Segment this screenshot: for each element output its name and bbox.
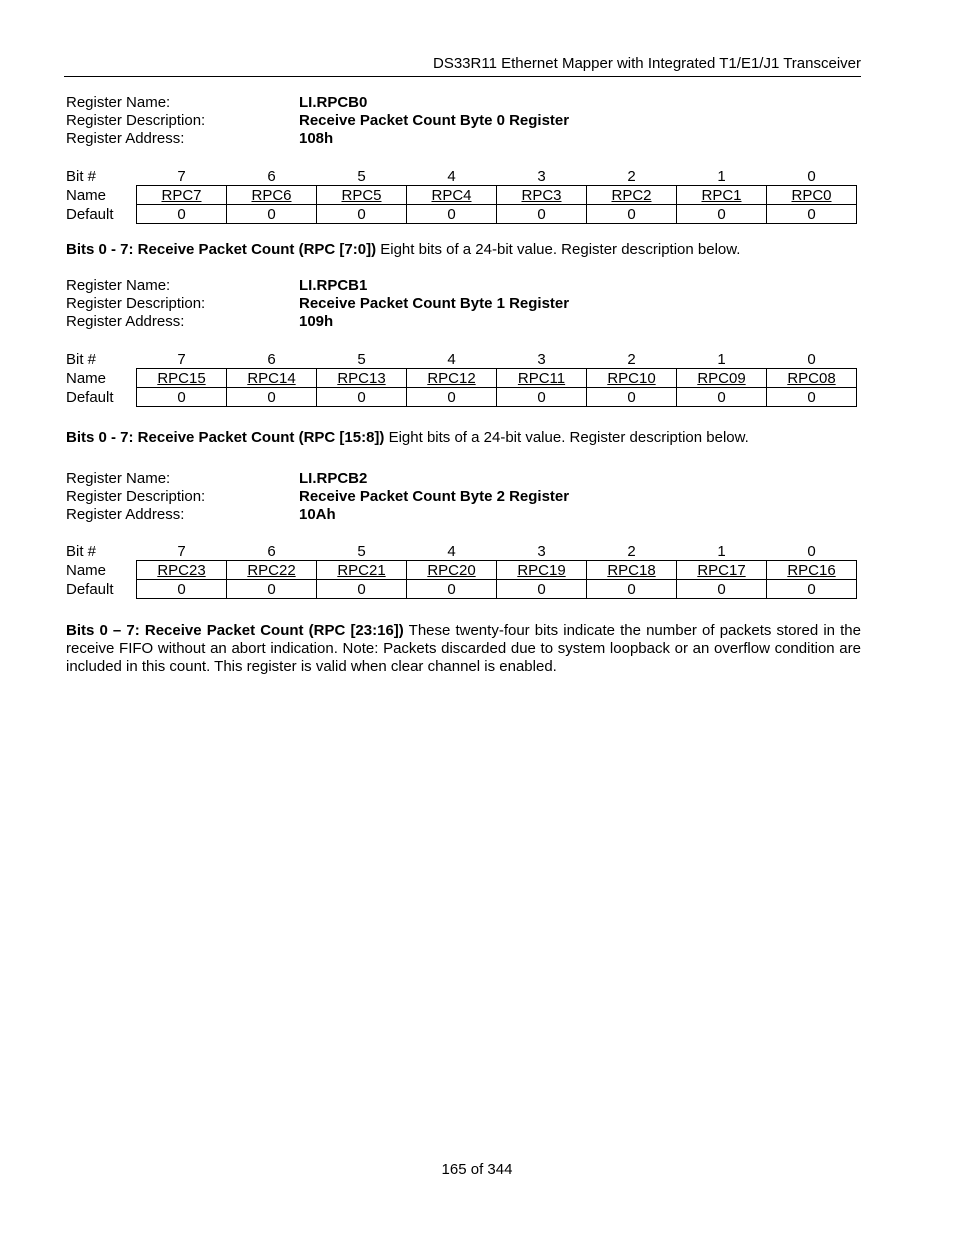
- bit-name-row: [66, 186, 857, 205]
- bit-table-rpcb2: [66, 542, 857, 599]
- bit-name: RPC15: [157, 369, 206, 387]
- bit-default: 0: [227, 388, 317, 407]
- bit-number-row: [66, 350, 857, 369]
- bit-number: 7: [177, 350, 186, 368]
- bit-name: RPC1: [701, 186, 742, 204]
- bit-number: 1: [717, 350, 726, 368]
- bit-name-row: [66, 369, 857, 388]
- register-address-label: Register Address:: [66, 506, 185, 523]
- bit-default: 0: [677, 388, 767, 407]
- bit-number-row: [66, 542, 857, 561]
- page-header: DS33R11 Ethernet Mapper with Integrated T1/E1/J1 Transceiver: [64, 55, 861, 77]
- bit-name: RPC12: [427, 369, 476, 387]
- register-name-label: Register Name:: [66, 470, 171, 487]
- bit-default: 0: [497, 580, 587, 599]
- bit-default: 0: [407, 205, 497, 224]
- bit-name: RPC14: [247, 369, 296, 387]
- bit-name: RPC22: [247, 561, 296, 579]
- bit-default-row: [66, 388, 857, 407]
- register-name: LI.RPCB2: [299, 470, 368, 487]
- bit-name: RPC5: [341, 186, 382, 204]
- register-address-label: Register Address:: [66, 313, 185, 330]
- bit-name: RPC23: [157, 561, 206, 579]
- bit-table-rpcb1: [66, 350, 857, 407]
- bit-number: 4: [447, 542, 456, 560]
- bit-default: 0: [677, 580, 767, 599]
- bit-default: 0: [317, 580, 407, 599]
- bit-number: 0: [807, 350, 816, 368]
- register-description: Receive Packet Count Byte 0 Register: [299, 112, 570, 129]
- bit-number: 0: [807, 167, 816, 185]
- page-number: 165 of 344: [441, 1161, 513, 1178]
- bit-table-rpcb0: [66, 167, 857, 224]
- bit-number: 2: [627, 542, 636, 560]
- name-row-label: Name: [66, 369, 107, 387]
- bit-row-label: Bit #: [66, 350, 97, 368]
- bit-name: RPC16: [787, 561, 836, 579]
- register-address-label: Register Address:: [66, 130, 185, 147]
- bit-default: 0: [767, 205, 857, 224]
- register-address: 108h: [299, 130, 334, 147]
- bit-name: RPC10: [607, 369, 656, 387]
- bit-row-label: Bit #: [66, 167, 97, 185]
- bits-description-text: These twenty-four bits indicate the number of packets stored in the receive FIFO without an abort indication. Note: Packets discarded due to system loopback or an overflow condition are included in this count. This register is valid when clear channel is enabled.: [66, 622, 861, 675]
- bits-description-heading: Bits 0 - 7: Receive Packet Count (RPC [7:0]): [66, 241, 377, 258]
- bit-number: 3: [537, 167, 546, 185]
- bit-number: 2: [627, 350, 636, 368]
- bits-description-rpcb2: [66, 622, 861, 676]
- register-description-label: Register Description:: [66, 295, 206, 312]
- bit-number: 1: [717, 542, 726, 560]
- bit-default: 0: [587, 580, 677, 599]
- bit-number: 6: [267, 167, 276, 185]
- bit-default-row: [66, 205, 857, 224]
- register-description: Receive Packet Count Byte 1 Register: [299, 295, 570, 312]
- name-row-label: Name: [66, 561, 107, 579]
- bit-name: RPC2: [611, 186, 652, 204]
- name-row-label: Name: [66, 186, 107, 204]
- bit-number: 6: [267, 350, 276, 368]
- bit-default: 0: [407, 388, 497, 407]
- bit-number: 5: [357, 542, 366, 560]
- bit-number: 1: [717, 167, 726, 185]
- bits-description-rpcb0: [66, 241, 861, 259]
- bit-name: RPC7: [161, 186, 202, 204]
- register-description-label: Register Description:: [66, 112, 206, 129]
- bit-default: 0: [407, 580, 497, 599]
- register-address: 109h: [299, 313, 334, 330]
- register-name-label: Register Name:: [66, 94, 171, 111]
- bit-default: 0: [227, 205, 317, 224]
- register-description: Receive Packet Count Byte 2 Register: [299, 488, 570, 505]
- bit-default: 0: [137, 205, 227, 224]
- bit-default: 0: [587, 205, 677, 224]
- register-info-rpcb2: [66, 470, 861, 524]
- bit-name: RPC0: [791, 186, 832, 204]
- bit-name: RPC13: [337, 369, 386, 387]
- bit-number: 3: [537, 542, 546, 560]
- bits-description-text: Eight bits of a 24-bit value. Register description below.: [376, 241, 741, 258]
- bit-number: 0: [807, 542, 816, 560]
- bit-number-row: [66, 167, 857, 186]
- bit-default: 0: [497, 388, 587, 407]
- register-name: LI.RPCB0: [299, 94, 368, 111]
- bit-default: 0: [137, 580, 227, 599]
- bits-description-heading: Bits 0 - 7: Receive Packet Count (RPC [15:8]): [66, 429, 385, 446]
- bit-name: RPC20: [427, 561, 476, 579]
- bit-name: RPC17: [697, 561, 746, 579]
- bit-number: 4: [447, 167, 456, 185]
- bit-number: 6: [267, 542, 276, 560]
- bit-name: RPC18: [607, 561, 656, 579]
- bit-default: 0: [497, 205, 587, 224]
- bit-default: 0: [677, 205, 767, 224]
- register-info-rpcb0: [66, 94, 861, 148]
- bit-name: RPC19: [517, 561, 566, 579]
- bit-default: 0: [227, 580, 317, 599]
- default-row-label: Default: [66, 205, 114, 223]
- default-row-label: Default: [66, 580, 114, 598]
- bit-number: 7: [177, 542, 186, 560]
- bit-default: 0: [767, 580, 857, 599]
- bit-number: 5: [357, 167, 366, 185]
- register-info-rpcb1: [66, 277, 861, 331]
- bit-number: 7: [177, 167, 186, 185]
- bit-name: RPC4: [431, 186, 472, 204]
- default-row-label: Default: [66, 388, 114, 406]
- bit-default: 0: [317, 388, 407, 407]
- bit-default-row: [66, 580, 857, 599]
- bit-name: RPC11: [517, 369, 566, 387]
- bit-name: RPC09: [697, 369, 746, 387]
- bits-description-text: Eight bits of a 24-bit value. Register description below.: [384, 429, 749, 446]
- register-name: LI.RPCB1: [299, 277, 368, 294]
- bit-name: RPC21: [337, 561, 386, 579]
- bit-default: 0: [317, 205, 407, 224]
- bits-description-heading: Bits 0 – 7: Receive Packet Count (RPC [23:16]): [66, 622, 404, 639]
- register-address: 10Ah: [299, 506, 336, 523]
- bit-name: RPC3: [521, 186, 562, 204]
- bit-default: 0: [587, 388, 677, 407]
- bit-name: RPC6: [251, 186, 292, 204]
- bit-name-row: [66, 561, 857, 580]
- register-description-label: Register Description:: [66, 488, 206, 505]
- bit-name: RPC08: [787, 369, 836, 387]
- bit-default: 0: [767, 388, 857, 407]
- bit-number: 5: [357, 350, 366, 368]
- register-name-label: Register Name:: [66, 277, 171, 294]
- bit-number: 2: [627, 167, 636, 185]
- bits-description-rpcb1: [66, 429, 861, 447]
- bit-row-label: Bit #: [66, 542, 97, 560]
- bit-number: 4: [447, 350, 456, 368]
- bit-number: 3: [537, 350, 546, 368]
- bit-default: 0: [137, 388, 227, 407]
